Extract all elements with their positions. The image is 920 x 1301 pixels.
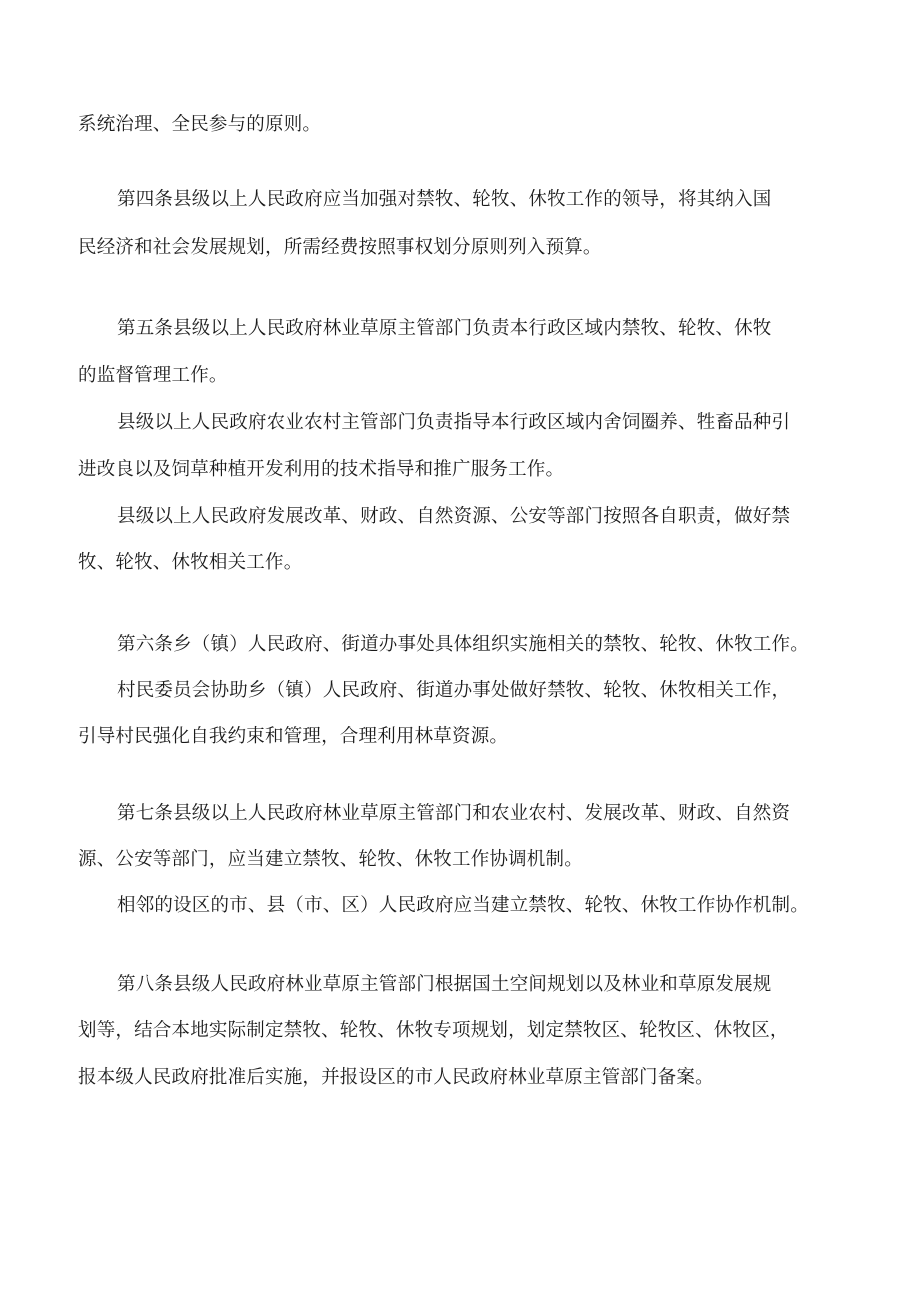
text-line: 源、公安等部门，应当建立禁牧、轮牧、休牧工作协调机制。 [78, 849, 583, 870]
text-line: 引导村民强化自我约束和管理，合理利用林草资源。 [78, 726, 509, 747]
text-line: 县级以上人民政府发展改革、财政、自然资源、公安等部门按照各自职责，做好禁 [117, 506, 791, 527]
text-line: 第七条县级以上人民政府林业草原主管部门和农业农村、发展改革、财政、自然资 [117, 803, 791, 824]
text-line: 牧、轮牧、休牧相关工作。 [78, 552, 303, 573]
text-line: 第五条县级以上人民政府林业草原主管部门负责本行政区域内禁牧、轮牧、休牧 [117, 318, 772, 339]
text-line: 的监督管理工作。 [78, 365, 228, 386]
text-line: 第六条乡（镇）人民政府、街道办事处具体组织实施相关的禁牧、轮牧、休牧工作。 [117, 634, 809, 655]
text-line: 第八条县级人民政府林业草原主管部门根据国土空间规划以及林业和草原发展规 [117, 974, 772, 995]
text-line: 报本级人民政府批准后实施，并报设区的市人民政府林业草原主管部门备案。 [78, 1067, 714, 1088]
text-line: 民经济和社会发展规划，所需经费按照事权划分原则列入预算。 [78, 237, 602, 258]
text-line: 系统治理、全民参与的原则。 [78, 114, 322, 135]
text-line: 划等，结合本地实际制定禁牧、轮牧、休牧专项规划，划定禁牧区、轮牧区、休牧区， [78, 1020, 789, 1041]
text-line: 村民委员会协助乡（镇）人民政府、街道办事处做好禁牧、轮牧、休牧相关工作， [117, 680, 791, 701]
text-line: 相邻的设区的市、县（市、区）人民政府应当建立禁牧、轮牧、休牧工作协作机制。 [117, 895, 809, 916]
text-line: 县级以上人民政府农业农村主管部门负责指导本行政区域内舍饲圈养、牲畜品种引 [117, 412, 791, 433]
text-line: 进改良以及饲草种植开发利用的技术指导和推广服务工作。 [78, 459, 565, 480]
text-line: 第四条县级以上人民政府应当加强对禁牧、轮牧、休牧工作的领导，将其纳入国 [117, 189, 772, 210]
